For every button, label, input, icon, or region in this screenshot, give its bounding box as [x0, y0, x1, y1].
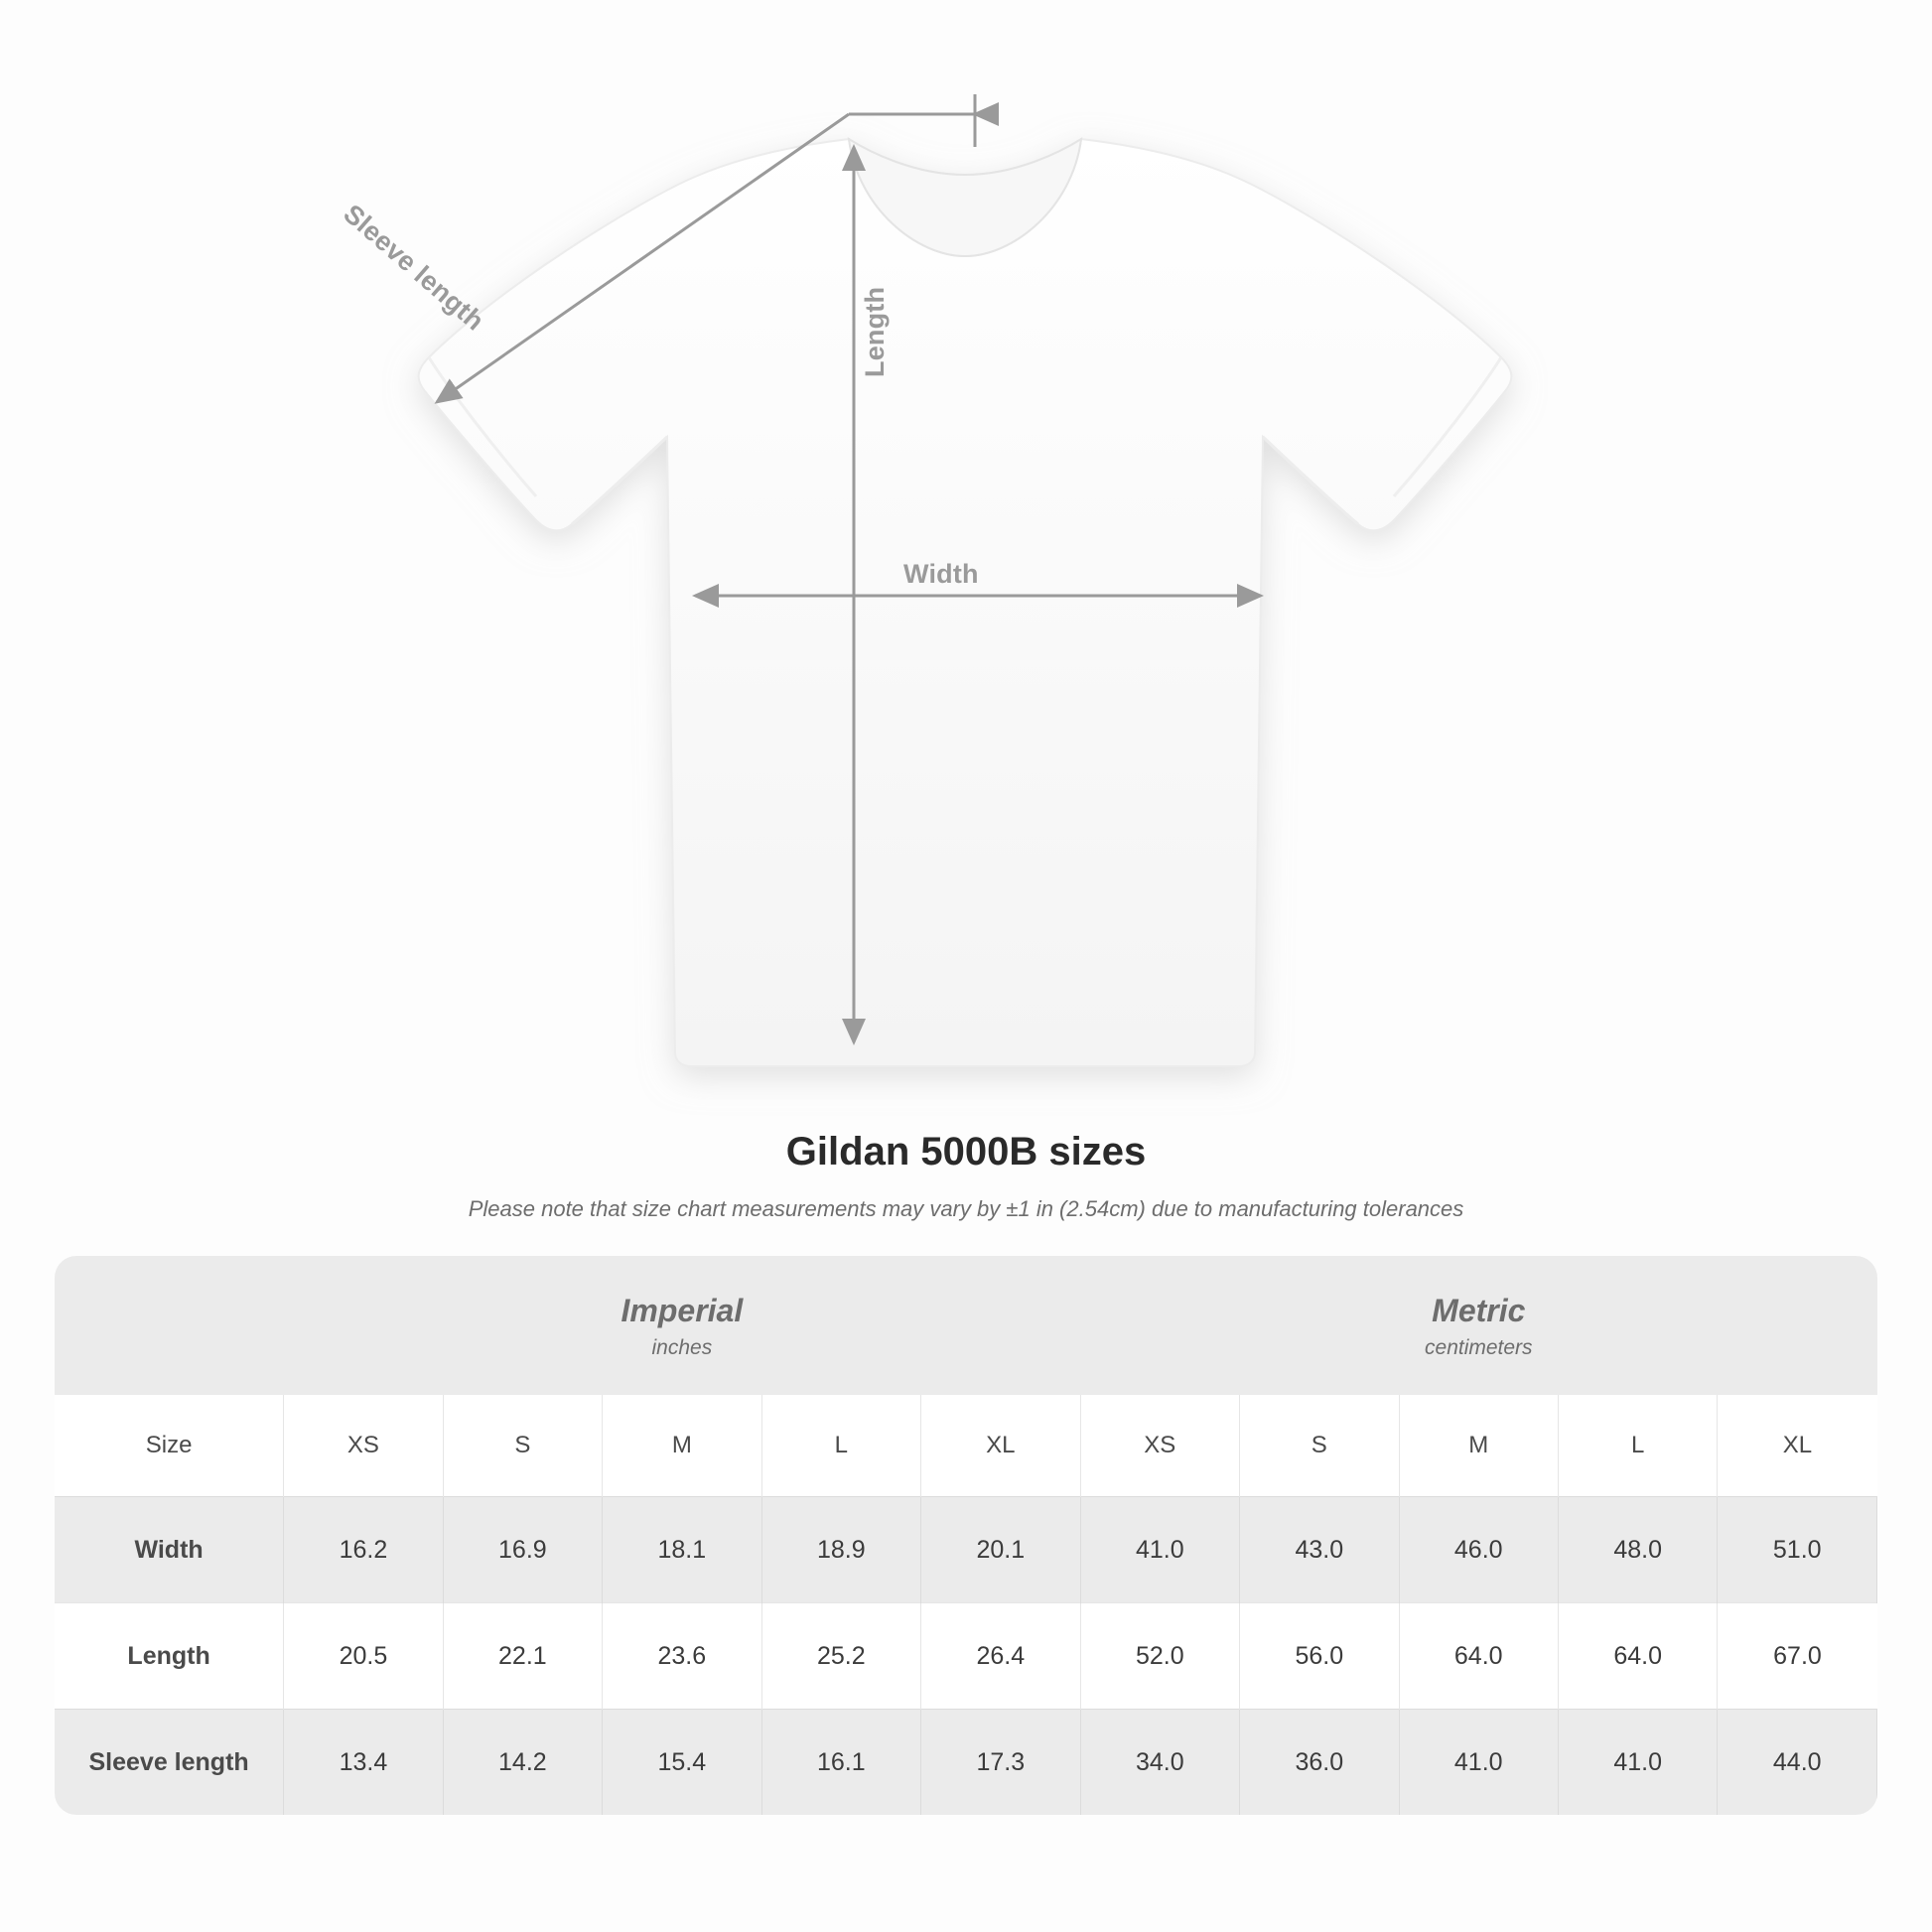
cell-sleeve-imperial-s: 14.2 [443, 1710, 602, 1816]
header-imperial-xs: XS [284, 1395, 443, 1497]
table-row [55, 1710, 1877, 1816]
cell-length-imperial-m: 23.6 [603, 1603, 761, 1710]
cell-sleeve-imperial-xs: 13.4 [284, 1710, 443, 1816]
cell-length-imperial-s: 22.1 [443, 1603, 602, 1710]
header-imperial-l: L [761, 1395, 920, 1497]
header-imperial-m: M [603, 1395, 761, 1497]
unit-header-spacer [55, 1256, 284, 1395]
cell-length-imperial-xs: 20.5 [284, 1603, 443, 1710]
cell-sleeve-imperial-xl: 17.3 [921, 1710, 1081, 1816]
page-subtitle: Please note that size chart measurements may vary by ±1 in (2.54cm) due to manufacturing tolerances [468, 1196, 1464, 1221]
cell-sleeve-imperial-m: 15.4 [603, 1710, 761, 1816]
header-metric-xl: XL [1718, 1395, 1877, 1497]
tshirt-shape [419, 139, 1512, 1066]
cell-width-imperial-xl: 20.1 [921, 1497, 1081, 1603]
size-table-wrapper [55, 1256, 1877, 1815]
row-label-length: Length [55, 1603, 284, 1710]
header-imperial-s: S [443, 1395, 602, 1497]
cell-width-metric-xs: 41.0 [1080, 1497, 1239, 1603]
cell-width-metric-s: 43.0 [1240, 1497, 1399, 1603]
header-metric-m: M [1399, 1395, 1558, 1497]
cell-length-metric-xs: 52.0 [1080, 1603, 1239, 1710]
cell-width-imperial-s: 16.9 [443, 1497, 602, 1603]
header-metric-l: L [1558, 1395, 1717, 1497]
unit-header-row [55, 1256, 1877, 1395]
unit-group-imperial-unit: inches [651, 1336, 713, 1359]
header-metric-xs: XS [1080, 1395, 1239, 1497]
cell-width-metric-l: 48.0 [1558, 1497, 1717, 1603]
cell-width-metric-xl: 51.0 [1718, 1497, 1877, 1603]
page-title: Gildan 5000B sizes [785, 1130, 1147, 1173]
unit-group-metric-unit: centimeters [1425, 1336, 1533, 1359]
cell-sleeve-metric-xs: 34.0 [1080, 1710, 1239, 1816]
cell-sleeve-imperial-l: 16.1 [761, 1710, 920, 1816]
cell-width-imperial-m: 18.1 [603, 1497, 761, 1603]
row-label-sleeve-length: Sleeve length [55, 1710, 284, 1816]
width-label: Width [903, 559, 979, 589]
cell-width-metric-m: 46.0 [1399, 1497, 1558, 1603]
header-imperial-xl: XL [921, 1395, 1081, 1497]
cell-width-imperial-l: 18.9 [761, 1497, 920, 1603]
row-label-width: Width [55, 1497, 284, 1603]
column-header-row [55, 1395, 1877, 1497]
table-row [55, 1497, 1877, 1603]
unit-group-metric-title: Metric [1432, 1293, 1526, 1328]
header-size: Size [55, 1395, 284, 1497]
cell-length-imperial-xl: 26.4 [921, 1603, 1081, 1710]
length-label: Length [860, 286, 890, 377]
cell-length-metric-m: 64.0 [1399, 1603, 1558, 1710]
table-row [55, 1603, 1877, 1710]
cell-length-metric-xl: 67.0 [1718, 1603, 1877, 1710]
cell-length-metric-l: 64.0 [1558, 1603, 1717, 1710]
header-metric-s: S [1240, 1395, 1399, 1497]
sleeve-length-label: Sleeve length [338, 199, 490, 337]
unit-group-imperial-title: Imperial [621, 1293, 744, 1328]
size-table [55, 1256, 1877, 1815]
cell-sleeve-metric-m: 41.0 [1399, 1710, 1558, 1816]
cell-width-imperial-xs: 16.2 [284, 1497, 443, 1603]
cell-length-metric-s: 56.0 [1240, 1603, 1399, 1710]
cell-sleeve-metric-xl: 44.0 [1718, 1710, 1877, 1816]
cell-sleeve-metric-s: 36.0 [1240, 1710, 1399, 1816]
cell-length-imperial-l: 25.2 [761, 1603, 920, 1710]
unit-group-imperial [284, 1256, 1080, 1395]
cell-sleeve-metric-l: 41.0 [1558, 1710, 1717, 1816]
unit-group-metric [1080, 1256, 1876, 1395]
